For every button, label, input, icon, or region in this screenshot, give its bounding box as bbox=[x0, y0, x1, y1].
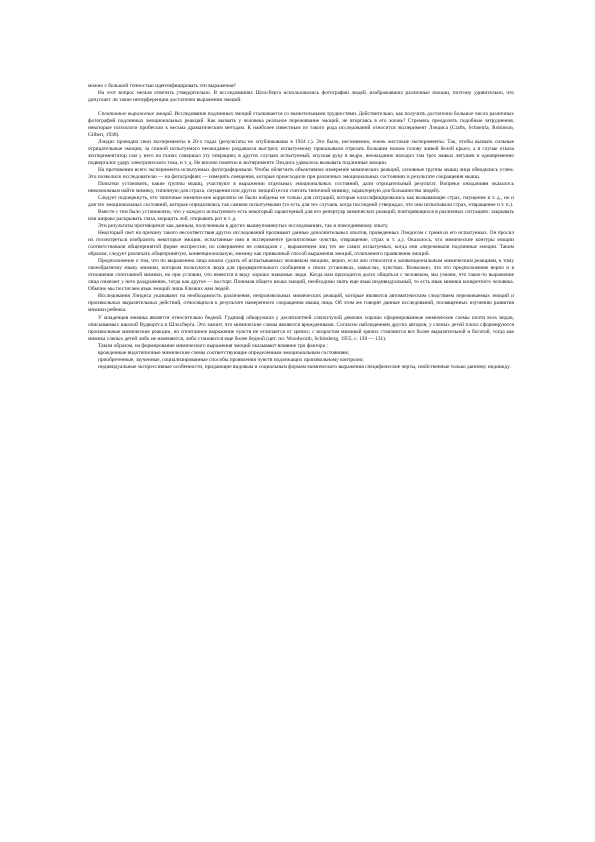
list-item: приобретенные, заученные, социализированные способы проявления чувств подлежащих произвольному контролю; bbox=[98, 356, 364, 363]
list-item: индивидуальные экспрессивные особенности, придающие видовым и социальным формам мимического выражения специфические черты, свойственные только данному индивиду. bbox=[98, 363, 511, 370]
paragraph: На протяжении всего эксперимента испытуемых фотографировали. Чтобы облегчить объективное измерение мимических реакций, основные группы мышц лица обводились углем. Это позволило исследователю — на фотографиях — измерять смещения, которые происходили при различных эмоциональных состояниях в результате сокращения мышц. bbox=[88, 167, 514, 181]
paragraph: Лэндис проводил свои эксперименты в 20-х годах (результаты их опубликованы в 1924 г.). Это было, несомненно, очень жестокие эксперименты. Так, чтобы вызвать сильные отрицательные эмоции, за спиной испытуемого неожиданно раздавался выстрел; испытуемому приказывали отрезать большим ножом голову живой белой крысе, а в случае отказа экспериментатор сам у него на глазах совершал эту операцию; в других случаях испытуемый, опуская руку в ведро, неожиданно находил там трех живых лягушек и одновременно подвергался удару электрического тока, и т. д. Не вполне понятно в эксперименте Лэндиса удавалось вызывать подлинные эмоции. bbox=[88, 139, 514, 167]
section-lead: Спонтанное выражение эмоций. bbox=[98, 111, 174, 118]
paragraph: Предположение о том, что по выражению лица можно судить об испытываемых человеком эмоциях, верно, если оно относится к конвенциональным мимическим реакциям, к тому своеобразному языку мимики, которым пользуются люди для предварительного сообщения о своих установках, замыслах, чувствах. Возможно, что это предположение верно и в отношении спонтанной мимики, но при условии, что имеются в виду хорошо знакомые люди. Когда нам приходится долго общаться с человеком, мы узнаем, что такое-то выражение лица означает у него раздражение, тогда как другое — восторг. Понимая общего языка эмоций, необходимо знать еще язык индивидуальный, то есть язык мимики конкретного человека. Обычно мы постигаем язык эмоций лишь близких нам людей. bbox=[88, 258, 514, 293]
paragraph: На этот вопрос нельзя ответить утвердительно. В исследованиях Шлосберга использовались фотографии людей, изображавших различные эмоции, поэтому удивительно, что допускает ли такие интерференции достаточно выражения эмоций. bbox=[88, 90, 514, 104]
paragraph: Следует подчеркнуть, что типичные мимические корреляты не были найдены не только для ситуаций, которые классифицировались как вызывающие страх, смущение и т. д., но и для тех эмоциональных состояний, которые определялись так самими испытуемыми (то есть для тех случаев, когда последний утверждал, что они испытывали страх, отвращение и т. п.). bbox=[88, 195, 514, 209]
paragraph: Некоторый свет на причину такого несоответствия других исследований проливают данные дополнительных опытов, проведенных Лэндисом с тремя из его испытуемых. Он просил их посмотреться изобразить некоторые эмоции, испытанные ими в эксперименте (религиозные чувства, отвращение, страх и т. д.). Оказалось, что мимические контуры эмоции соответствовали общепринятой форме экспрессии, но совершенно не совпадали с , выражением лиц тех же самих испытуемых, когда они «переживали подлинные эмоции. Таким образом, следует различать общепринятую, конвенциональную, мимику как привычный способ выражения эмоций, отличаемого проявления эмоций. bbox=[88, 230, 514, 258]
paragraph-text: Исследование подлинных эмоций сталкивается со значительными трудностями. Действительно, как получить достаточно большое число различных фотографий подлинных эмоциональных реакций. Как вызвать у человека реальное переживание эмоций, не вторгаясь в его жизнь? Стремясь преодолеть подобные затруднения, некоторые психологи прибегали к весьма драматическим методам. К наиболее известным из такого рода исследований относится эксперимент Лэндиса (Crafts, Schneirla, Robinson, Gilbert, 1938). bbox=[88, 111, 514, 139]
paragraph: У младенцев мимика является относительно бедной. Гудинаф обнаружила у десятилетней слепоглухой девочки хорошо сформированные мимические схемы почти всех видов, описываемых шкалой Вудвортса и Шлосберга. Это значит, что мимические схемы являются врожденными. Согласно наблюдениям других авторов, у слепых детей плохо сформируются произвольные мимические реакции, но спонтанное выражение чувств не отличается от зрячих; с возрастом мимикой зрячих становится все более выразительной и богатой, тогда как мимика слепых детей либо не изменяется, либо становится еще более бедной (цит. по: Woodworth, Schlosberg, 1955, с. 130 — 131). bbox=[88, 314, 514, 342]
paragraph: Попытки установить, какие группы мышц, участвуют в выражении отдельных эмоциональных состояний, дали отрицательный результат. Вопреки ожиданиям оказалось невозможным найти мимику, типичную для страха, смущения или других эмоций (если считать типичной мимику, характерную для большинства людей). bbox=[88, 181, 514, 195]
paragraph bbox=[88, 111, 514, 139]
paragraph: Исследования Лэндиса указывают на необходимость различения, непроизвольных мимических реакций, которые являются автоматическим следствием переживаемых эмоций и произвольных выразительных действий, относящихся к результате намеренного сокращения мышц лица. Об этом же говорят данные исследований, посвященных изучению развития мимики ребенка. bbox=[88, 293, 514, 314]
paragraph: Вместе с тем было установлено, что у каждого испытуемого есть некоторый характерный для его репертуар мимических реакций, повторяющихся в различных ситуациях: закрывать или широко раскрывать глаза, морщить лоб, открывать рот и т. д. bbox=[88, 209, 514, 223]
paragraph: можно с большой точностью идентифицировать эти выражения? bbox=[88, 83, 236, 89]
list-item: врожденные видотипичные мимические схемы соответствующие определенным эмоциональным состояниям; bbox=[98, 349, 350, 356]
paragraph: Эти результаты противоречат как данным, полученным в других вышеупомянутых исследованиях, так и повседневному опыту. bbox=[98, 223, 389, 230]
paragraph: Таким образом, на формирование мимического выражения эмоций оказывают влияние три фактора : bbox=[98, 342, 328, 349]
body-text bbox=[88, 83, 514, 371]
